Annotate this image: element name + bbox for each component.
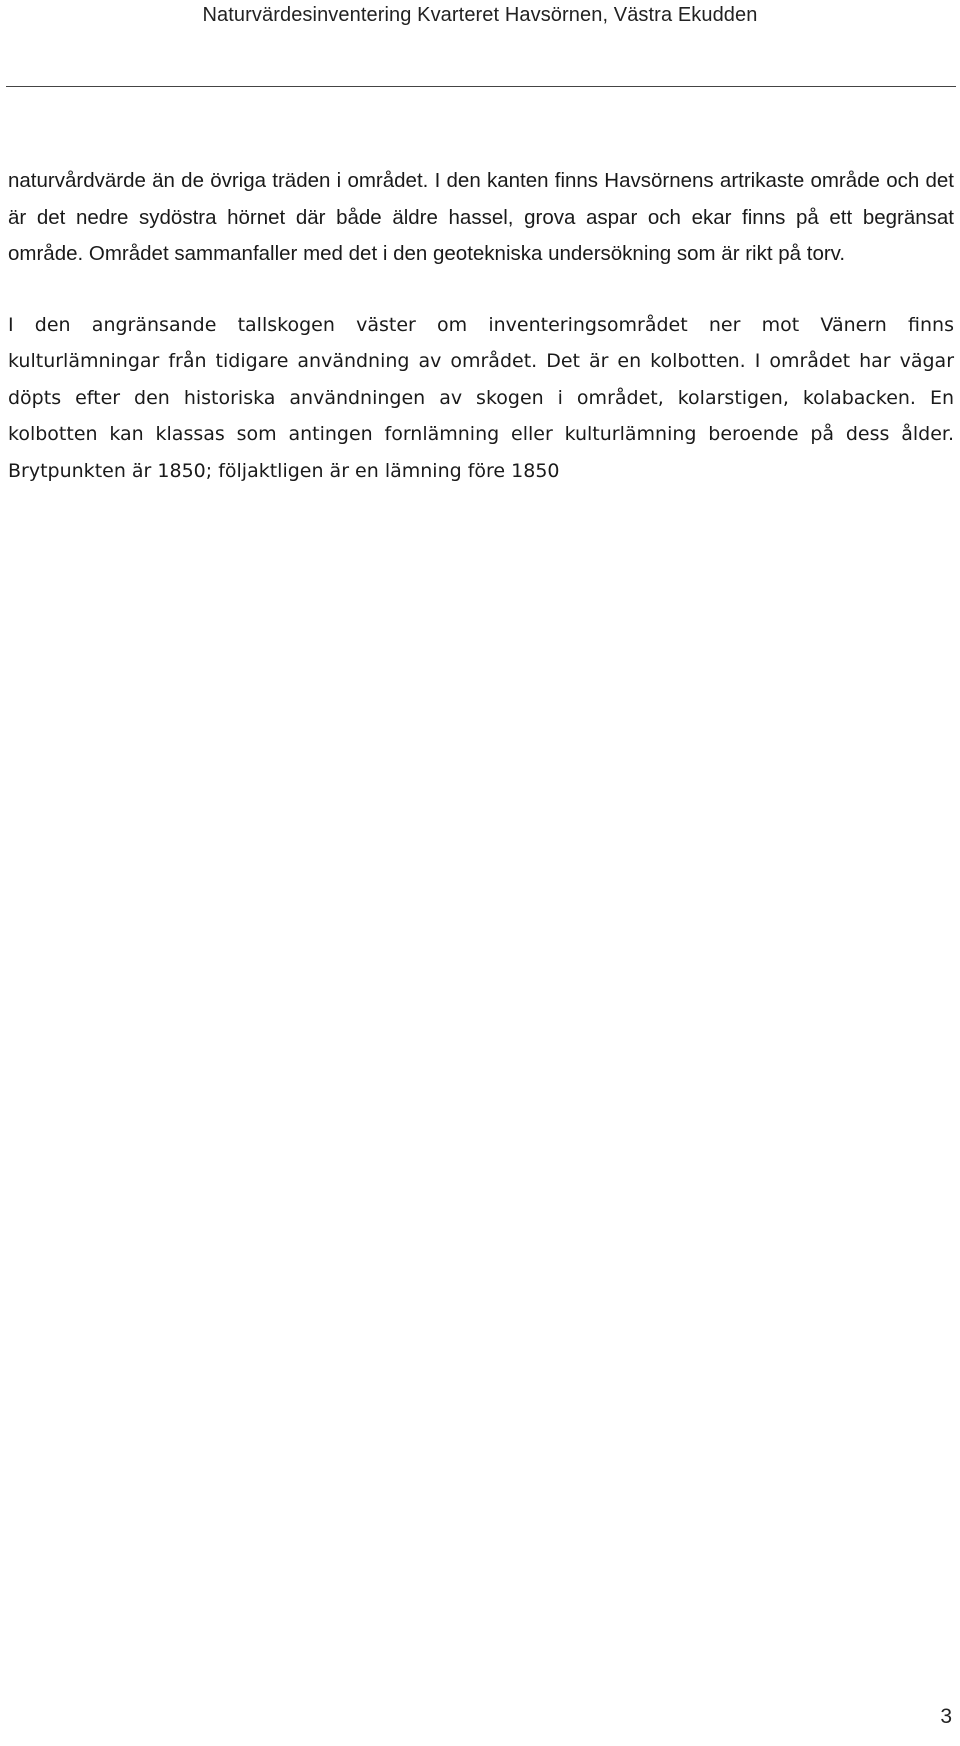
paragraph-2 <box>8 307 954 490</box>
paragraph-2-text: I den angränsande tallskogen väster om inventeringsområdet ner mot Vänern finns kulturlämningar från tidigare användning av området. Det är en kolbotten. I området har vägar döpts efter den historiska användningen av skogen i området, kolarstigen, kolabacken. En kolbotten kan klassas som antingen fornlämning eller kulturlämning beroende på dess ålder. Brytpunkten är 1850; följaktligen är en lämning före 1850 <box>8 313 954 482</box>
header-divider <box>6 86 956 87</box>
paragraph-1-text: naturvårdvärde än de övriga träden i området. I den kanten finns Havsörnens artrikaste område och det är det nedre sydöstra hörnet där både äldre hassel, grova aspar och ekar finns på ett begränsat område. Området sammanfaller med det i den geotekniska undersökning som är rikt på torv. <box>8 169 954 265</box>
page-number: 3 <box>940 1705 952 1728</box>
page-header: Naturvärdesinventering Kvarteret Havsörnen, Västra Ekudden <box>202 4 758 26</box>
paragraph-1 <box>8 163 954 273</box>
body-text <box>8 163 954 489</box>
